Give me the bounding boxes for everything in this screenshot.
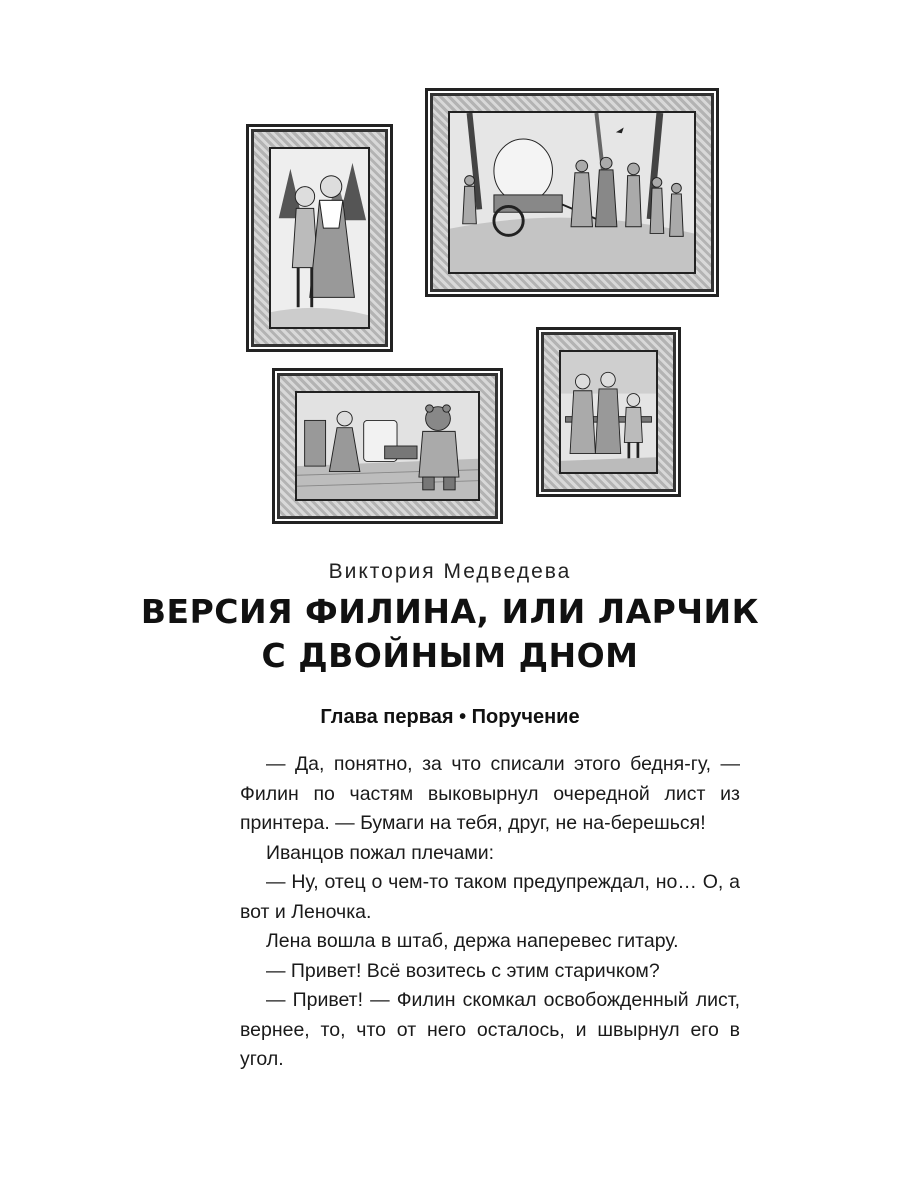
paragraph: — Да, понятно, за что списали этого бедня-гу, — Филин по частям выковырнул очередной лист из принтера. — Бумаги на тебя, друг, не на-берешься!	[240, 753, 740, 834]
illustration-winter-children	[269, 147, 370, 329]
paragraph: Лена вошла в штаб, держа наперевес гитару.	[266, 930, 679, 952]
paragraph: — Ну, отец о чем-то таком предупреждал, но… О, а вот и Леночка.	[240, 871, 740, 923]
illustration-frame-girl-and-bear	[272, 368, 503, 524]
title-line-1: ВЕРСИЯ ФИЛИНА, ИЛИ ЛАРЧИК	[140, 592, 760, 631]
illustration-girl-and-bear	[295, 391, 480, 501]
paragraph: — Привет! — Филин скомкал освобожденный лист, вернее, то, что от него осталось, и швырнул его в угол.	[240, 989, 740, 1070]
body-text	[240, 750, 740, 1075]
illustration-frame-cart-procession	[425, 88, 719, 297]
illustration-frame-bench-family	[536, 327, 681, 497]
paragraph: — Привет! Всё возитесь с этим старичком?	[266, 959, 660, 982]
title-line-2: С ДВОЙНЫМ ДНОМ	[261, 636, 639, 675]
book-title	[0, 590, 900, 678]
author-name: Виктория Медведева	[328, 560, 572, 583]
illustration-cart-procession	[448, 111, 696, 274]
illustration-bench-family	[559, 350, 658, 474]
illustration-frame-winter-children	[246, 124, 393, 352]
chapter-heading: Глава первая • Поручение	[320, 706, 580, 728]
paragraph: Иванцов пожал плечами:	[266, 841, 495, 864]
